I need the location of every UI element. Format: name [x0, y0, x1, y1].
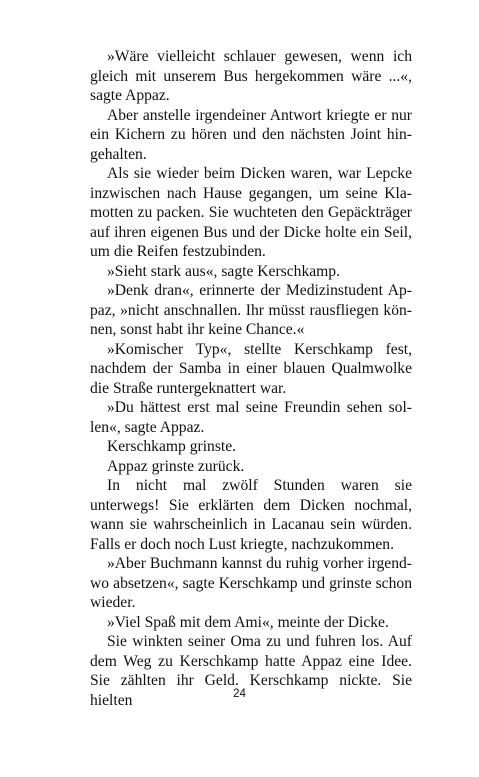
- paragraph: »Viel Spaß mit dem Ami«, meinte der Dicke.: [107, 613, 389, 631]
- paragraph: In nicht mal zwölf Stunden waren sie unterwegs! Sie erklärten dem Dicken nochmal, wann sie wahrscheinlich in Lacanau sein würden. Falls er doch noch Lust kriegte, nachzukommen.: [90, 477, 412, 553]
- body-text: [90, 47, 412, 710]
- paragraph: »Aber Buchmann kannst du ruhig vorher irgendwo absetzen«, sagte Kerschkamp und grinste schon wieder.: [90, 555, 412, 611]
- paragraph: Sie winkten seiner Oma zu und fuhren los. Auf dem Weg zu Kerschkamp hatte Appaz eine Idee. Sie zählten ihr Geld. Kerschkamp nickte. Sie hielten: [90, 633, 412, 709]
- paragraph: Aber anstelle irgendeiner Antwort kriegte er nur ein Kichern zu hören und den nächsten Joint hingehalten.: [90, 106, 412, 163]
- page-number: 24: [233, 688, 246, 700]
- paragraph: »Wäre vielleicht schlauer gewesen, wenn ich gleich mit unserem Bus hergekommen wäre ...«, sagte Appaz.: [90, 48, 412, 104]
- paragraph: Als sie wieder beim Dicken waren, war Lepcke inzwischen nach Hause gegangen, um seine Klamotten zu packen. Sie wuchteten den Gepäckträger auf ihren eigenen Bus und der Dicke holte ein Seil, um die Reifen festzubinden.: [90, 165, 412, 260]
- paragraph: »Komischer Typ«, stellte Kerschkamp fest, nachdem der Samba in einer blauen Qualmwolke die Straße runtergeknattert war.: [90, 340, 412, 397]
- paragraph: »Denk dran«, erinnerte der Medizinstudent Appaz, »nicht anschnallen. Ihr müsst rausfliegen können, sonst habt ihr keine Chance.«: [90, 282, 412, 338]
- paragraph: »Sieht stark aus«, sagte Kerschkamp.: [107, 262, 340, 280]
- paragraph: Kerschkamp grinste.: [107, 438, 237, 455]
- paragraph: Appaz grinste zurück.: [107, 457, 245, 475]
- paragraph: »Du hättest erst mal seine Freundin sehen sollen«, sagte Appaz.: [90, 399, 412, 436]
